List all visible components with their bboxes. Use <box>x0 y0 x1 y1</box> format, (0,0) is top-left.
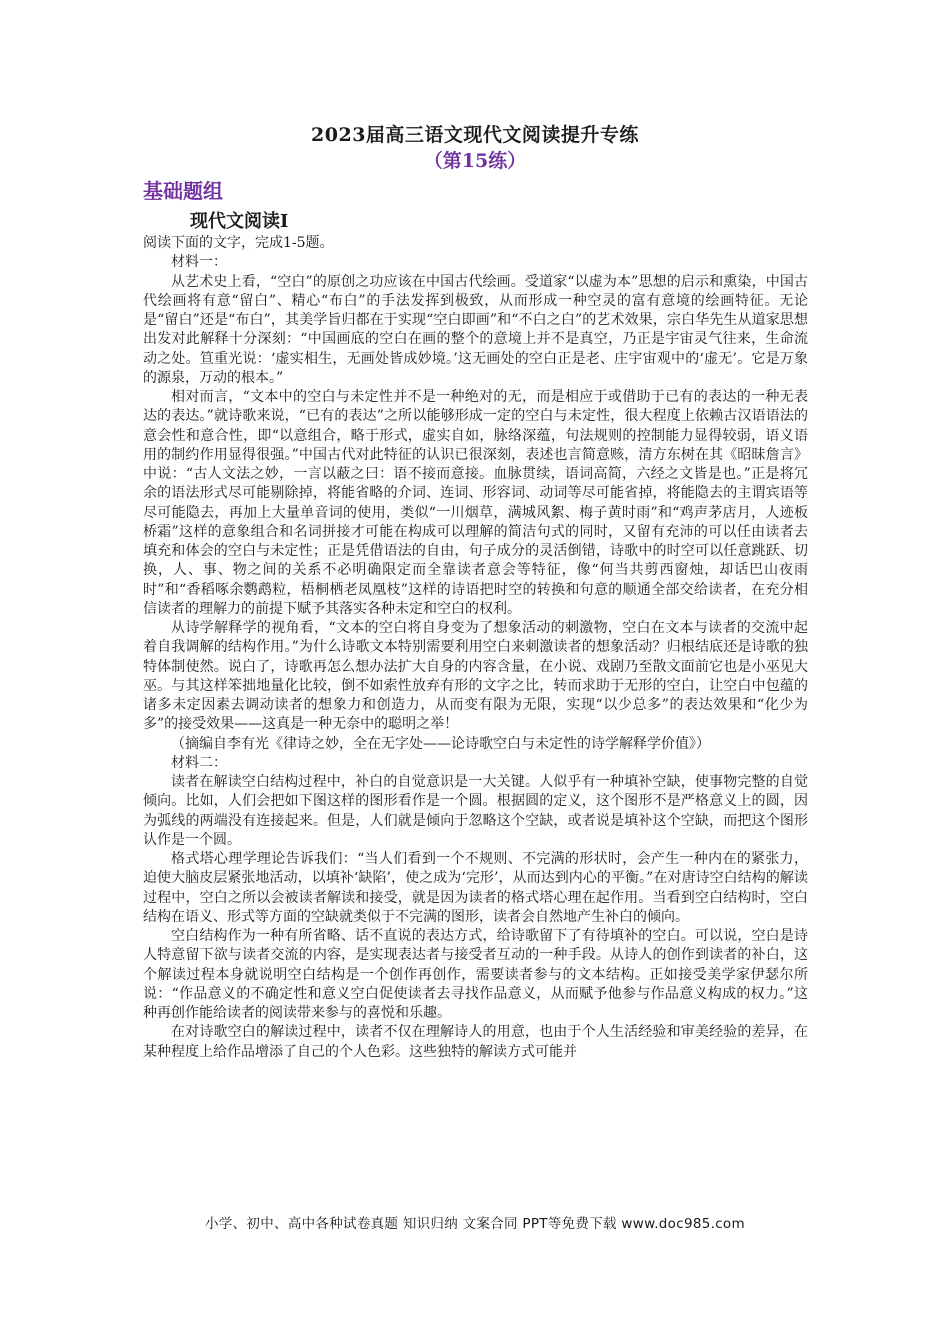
material2-paragraph-2: 格式塔心理学理论告诉我们：“当人们看到一个不规则、不完满的形状时，会产生一种内在的紧张力，迫使大脑皮层紧张地活动，以填补‘缺陷’，使之成为‘完形’，从而达到内心的平衡。”在对唐诗空白结构的解读过程中，空白之所以会被读者解读和接受，就是因为读者的格式塔心理在起作用。当看到空白结构时，空白结构在语义、形式等方面的空缺就类似于不完满的图形，读者会自然地产生补白的倾向。 <box>143 851 808 925</box>
material1-paragraph-2: 相对而言，“文本中的空白与未定性并不是一种绝对的无，而是相应于或借助于已有的表达的一种无表达的表达。”就诗歌来说，“已有的表达”之所以能够形成一定的空白与未定性，很大程度上依赖古汉语语法的意会性和意合性，即“以意组合，略于形式，虚实自如，脉络深蕴，句法规则的控制能力显得较弱，语义语用的制约作用显得很强。”中国古代对此特征的认识已很深刻，表述也言简意赅，清方东树在其《昭昧詹言》中说：“古人文法之妙，一言以蔽之曰：语不接而意接。血脉贯续，语词高简，六经之文皆是也。”正是将冗余的语法形式尽可能剔除掉，将能省略的介词、连词、形容词、动词等尽可能省掉，将能隐去的主谓宾语等尽可能隐去，再加上大量单音词的使用，类似“一川烟草，满城风絮、梅子黄时雨”和“鸡声茅店月，人迹板桥霜”这样的意象组合和名词拼接才可能在构成可以理解的简洁句式的同时，又留有充沛的可以任由读者去填充和体会的空白与未定性；正是凭借语法的自由，句子成分的灵活倒错，诗歌中的时空可以任意跳跃、切换，人、事、物之间的关系不必明确限定而全靠读者意会等特征，像“何当共剪西窗烛，却话巴山夜雨时”和“香稻啄余鹦鹉粒，梧桐栖老凤凰枝”这样的诗语把时空的转换和句意的顺通全部交给读者，在充分相信读者的理解力的前提下赋予其落实各种未定和空白的权利。 <box>143 389 808 617</box>
subsection-heading: 现代文阅读Ⅰ <box>190 211 289 232</box>
material2-paragraph-4: 在对诗歌空白的解读过程中，读者不仅在理解诗人的用意，也由于个人生活经验和审美经验的差异，在某种程度上给作品增添了自己的个人色彩。这些独特的解读方式可能并 <box>143 1024 808 1060</box>
material1-source: （摘编自李有光《律诗之妙，全在无字处——论诗歌空白与未定性的诗学解释学价值》） <box>171 735 710 752</box>
section-heading: 基础题组 <box>143 179 223 203</box>
document-title: 2023届高三语文现代文阅读提升专练 <box>311 124 639 146</box>
instruction: 阅读下面的文字，完成1-5题。 <box>143 235 334 251</box>
document-body <box>143 234 808 1062</box>
material2-label: 材料二： <box>171 754 227 771</box>
material1-paragraph-1: 从艺术史上看，“空白”的原创之功应该在中国古代绘画。受道家“以虚为本”思想的启示和熏染，中国古代绘画将有意“留白”、精心“布白”的手法发挥到极致，从而形成一种空灵的富有意境的绘画特征。无论是“留白”还是“布白”，其美学旨归都在于实现“空白即画”和“不白之白”的艺术效果，宗白华先生从道家思想出发对此解释十分深刻：“中国画底的空白在画的整个的意境上并不是真空，乃正是宇宙灵气往来，生命流动之处。笪重光说：‘虚实相生，无画处皆成妙境。’这无画处的空白正是老、庄宇宙观中的‘虚无’。它是万象的源泉，万动的根本。” <box>143 273 808 386</box>
material2-paragraph-1: 读者在解读空白结构过程中，补白的自觉意识是一大关键。人似乎有一种填补空缺，使事物完整的自觉倾向。比如，人们会把如下图这样的图形看作是一个圆。根据圆的定义，这个图形不是严格意义上的圆，因为弧线的两端没有连接起来。但是，人们就是倾向于忽略这个空缺，或者说是填补这个空缺，而把这个图形认作是一个圆。 <box>143 774 808 848</box>
material2-paragraph-3: 空白结构作为一种有所省略、话不直说的表达方式，给诗歌留下了有待填补的空白。可以说，空白是诗人特意留下欲与读者交流的内容，是实现表达者与接受者互动的一种手段。从诗人的创作到读者的补白，这个解读过程本身就说明空白结构是一个创作再创作，需要读者参与的文本结构。正如接受美学家伊瑟尔所说：“作品意义的不确定性和意义空白促使读者去寻找作品意义，从而赋予他参与作品意义构成的权力。”这种再创作能给读者的阅读带来参与的喜悦和乐趣。 <box>143 928 808 1021</box>
material1-label: 材料一： <box>171 254 227 271</box>
document-subtitle: （第15练） <box>423 150 527 172</box>
page-footer: 小学、初中、高中各种试卷真题 知识归纳 文案合同 PPT等免费下载 www.doc985.com <box>205 1216 745 1232</box>
material1-paragraph-3: 从诗学解释学的视角看，“文本的空白将自身变为了想象活动的刺激物，空白在文本与读者的交流中起着自我调解的结构作用。”为什么诗歌文本特别需要利用空白来刺激读者的想象活动？归根结底还是诗歌的独特体制使然。说白了，诗歌再怎么想办法扩大自身的内容含量，在小说、戏剧乃至散文面前它也是小巫见大巫。与其这样笨拙地量化比较，倒不如索性放弃有形的文字之比，转而求助于无形的空白，让空白中包蕴的诸多未定因素去调动读者的想象力和创造力，从而变有限为无限，实现“以少总多”的表达效果和“化少为多”的接受效果——这真是一种无奈中的聪明之举！ <box>143 620 808 733</box>
